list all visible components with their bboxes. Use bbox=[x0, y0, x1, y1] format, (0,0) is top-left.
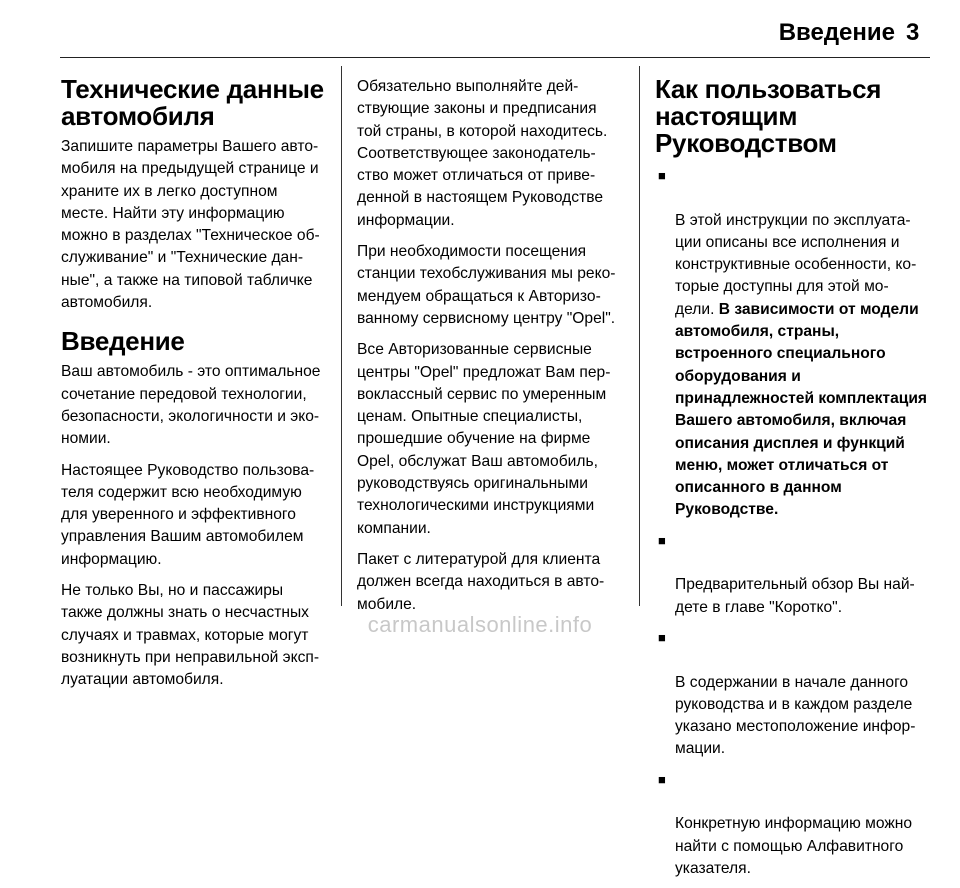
column-divider-right bbox=[639, 66, 640, 606]
bullet-list bbox=[655, 165, 927, 880]
list-item bbox=[655, 165, 927, 522]
page-header-title: Введение bbox=[778, 19, 895, 46]
list-item-text: В содержании в начале данного руководства и в каждом разделе указано местоположение инфор- мации. bbox=[675, 673, 916, 758]
list-item bbox=[655, 530, 927, 619]
list-item-text: В этой инструкции по эксплуата- ции описаны все исполнения и конструктивные особенности, ко- торые доступны для этой мо- дели. bbox=[675, 211, 917, 318]
page-number: 3 bbox=[906, 19, 920, 46]
section-heading-how-to-use: Как пользоваться настоящим Руководством bbox=[655, 74, 882, 158]
square-bullet-icon: ■ bbox=[658, 629, 666, 645]
paragraph: Обязательно выполняйте дей- ствующие законы и предписания той страны, в которой находитесь. Соответствующее законодатель- ство может отличаться от приве- денной в настоящем Руководстве информации. bbox=[357, 78, 608, 229]
paragraph: Не только Вы, но и пассажиры также должны знать о несчастных случаях и травмах, которые могут возникнуть при неправильной эксп- луатации автомобиля. bbox=[61, 582, 320, 689]
list-item-bold-text: В зависимости от модели автомобиля, страны, встроенного специального оборудования и принадлежностей комплектация Вашего автомобиля, включая описания дисплея и функций меню, может отличаться от описанного в данном Руководстве. bbox=[675, 300, 928, 519]
list-item bbox=[655, 769, 927, 880]
paragraph: Запишите параметры Вашего авто- мобиля на предыдущей странице и храните их в легко доступном месте. Найти эту информацию можно в разделах "Техническое об- служивание" и "Технические дан- ные", а также на типовой табличке автомобиля. bbox=[61, 138, 320, 312]
square-bullet-icon: ■ bbox=[658, 771, 666, 787]
paragraph: Все Авторизованные сервисные центры "Opel" предложат Вам пер- воклассный сервис по умеренным ценам. Опытные специалисты, прошедшие обучение на фирме Opel, обслужат Ваш автомобиль, руководствуясь оригинальными технологическими инструкциями компании. bbox=[357, 341, 611, 537]
list-item-text: Конкретную информацию можно найти с помощью Алфавитного указателя. bbox=[675, 815, 913, 877]
list-item-text: Предварительный обзор Вы най- дете в главе "Коротко". bbox=[675, 576, 915, 616]
paragraph: Настоящее Руководство пользова- теля содержит всю необходимую для уверенного и эффективного управления Вашим автомобилем информацию. bbox=[61, 461, 315, 568]
watermark: carmanualsonline.info bbox=[367, 612, 593, 637]
section-heading-introduction: Введение bbox=[61, 326, 185, 357]
column-2 bbox=[357, 76, 629, 625]
paragraph: При необходимости посещения станции техобслуживания мы реко- мендуем обращаться к Авторизо- ванному сервисному центру "Opel". bbox=[357, 243, 616, 327]
list-item bbox=[655, 627, 927, 761]
column-divider-left bbox=[341, 66, 342, 606]
paragraph: Ваш автомобиль - это оптимальное сочетание передовой технологии, безопасности, экологичности и эко- номии. bbox=[61, 363, 321, 448]
column-1 bbox=[61, 76, 333, 701]
square-bullet-icon: ■ bbox=[658, 532, 666, 548]
column-3 bbox=[655, 76, 927, 888]
header-divider bbox=[60, 57, 930, 58]
section-heading-technical-data: Технические данные автомобиля bbox=[61, 74, 324, 131]
paragraph: Пакет с литературой для клиента должен всегда находиться в авто- мобиле. bbox=[357, 550, 605, 613]
square-bullet-icon: ■ bbox=[658, 168, 666, 183]
